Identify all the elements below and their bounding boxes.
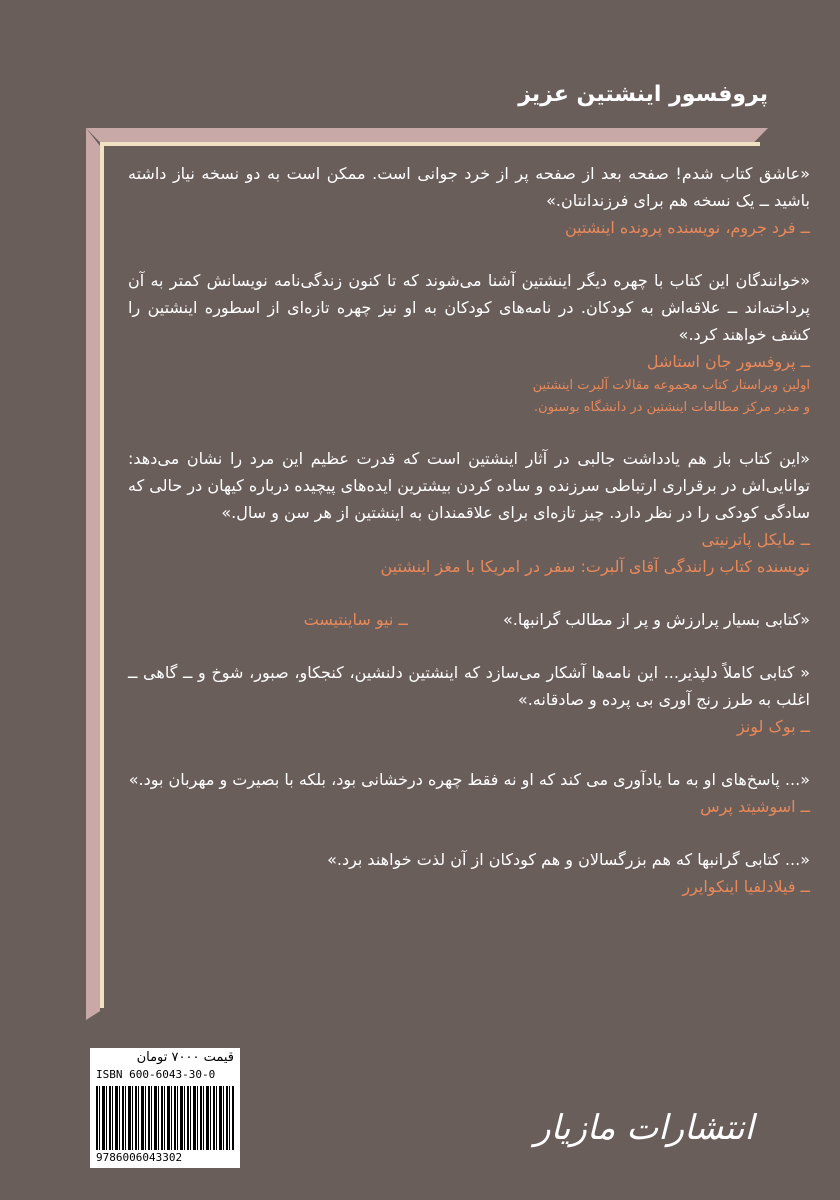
review-6: [128, 766, 810, 820]
barcode-digits: 9786006043302: [96, 1151, 183, 1164]
barcode-label: [90, 1048, 240, 1168]
review-4: [128, 606, 810, 633]
review-author: ــ فرد جروم، نویسنده پرونده اینشتین: [564, 218, 810, 237]
review-author: ــ پروفسور جان استاشل: [646, 352, 810, 371]
review-quote: «... کتابی گرانبها که هم بزرگسالان و هم کودکان از آن لذت خواهند برد.»: [327, 850, 810, 869]
review-author: ــ بوک لونز: [736, 717, 810, 736]
review-author-detail: و مدیر مرکز مطالعات اینشتین در دانشگاه بوستون.: [534, 400, 810, 415]
review-author: ــ فیلادلفیا اینکوایرر: [682, 877, 810, 896]
frame-left-border: [86, 128, 100, 1020]
price-text: قیمت ۷۰۰۰ تومان: [136, 1050, 234, 1065]
frame-top-border: [86, 128, 768, 142]
review-quote: «خوانندگان این کتاب با چهره دیگر اینشتین آشنا می‌شوند که تا کنون زندگی‌نامه نویسانش کمتر به آن پرداخته‌اند ــ علاقه‌اش به کودکان. در نامه‌های کودکان به او نیز چهره تازه‌ای از اسطوره اینشتین را کشف خواهند کرد.»: [128, 271, 810, 344]
reviews-section: [128, 160, 810, 926]
frame-left-inner-line: [100, 142, 104, 1008]
review-author-detail: نویسنده کتاب رانندگی آقای آلبرت: سفر در امریکا با مغز اینشتین: [380, 557, 810, 576]
review-quote: «این کتاب باز هم یادداشت جالبی در آثار اینشتین است که قدرت عظیم این مرد را نشان می‌دهد: توانایی‌اش در برقراری ارتباطی سرزنده و ساده کردن بیشترین ایده‌های پیچیده درباره کیهان در حالی که سادگی کودکی را در نظر دارد. چیز تازه‌ای برای علاقمندان به اینشتین از هر سن و سال.»: [128, 449, 810, 522]
review-3: [128, 445, 810, 580]
review-2: [128, 267, 810, 419]
publisher-logo: انتشارات مازیار: [534, 1108, 754, 1148]
review-quote: « کتابی کاملاً دلپذیر... این نامه‌ها آشکار می‌سازد که اینشتین دلنشین، کنجکاو، صبور، شوخ و ــ گاهی ــ اغلب به طرز رنج آوری بی پرده و صادقانه.»: [128, 663, 810, 709]
review-author: ــ نیو ساینتیست: [303, 610, 408, 629]
review-author-detail: اولین ویراستار کتاب مجموعه مقالات آلبرت اینشتین: [532, 378, 810, 393]
frame-top-inner-line: [100, 142, 760, 146]
book-title: پروفسور اینشتین عزیز: [518, 82, 768, 107]
review-quote: «... پاسخ‌های او به ما یادآوری می کند که او نه فقط چهره درخشانی بود، بلکه با بصیرت و مهربان بود.»: [128, 770, 810, 789]
review-quote: «عاشق کتاب شدم! صفحه بعد از صفحه پر از خرد جوانی است. ممکن است به دو نسخه نیاز داشته باشید ــ یک نسخه هم برای فرزندانتان.»: [128, 164, 810, 210]
review-7: [128, 846, 810, 900]
review-author: ــ مایکل پاترنیتی: [701, 530, 810, 549]
barcode-bars: [96, 1086, 234, 1150]
review-quote: «کتابی بسیار پرارزش و پر از مطالب گرانبها.»: [503, 610, 810, 629]
review-author: ــ اسوشیتد پرس: [700, 797, 810, 816]
review-5: [128, 659, 810, 740]
isbn-text: ISBN 600-6043-30-0: [96, 1068, 216, 1081]
review-1: [128, 160, 810, 241]
